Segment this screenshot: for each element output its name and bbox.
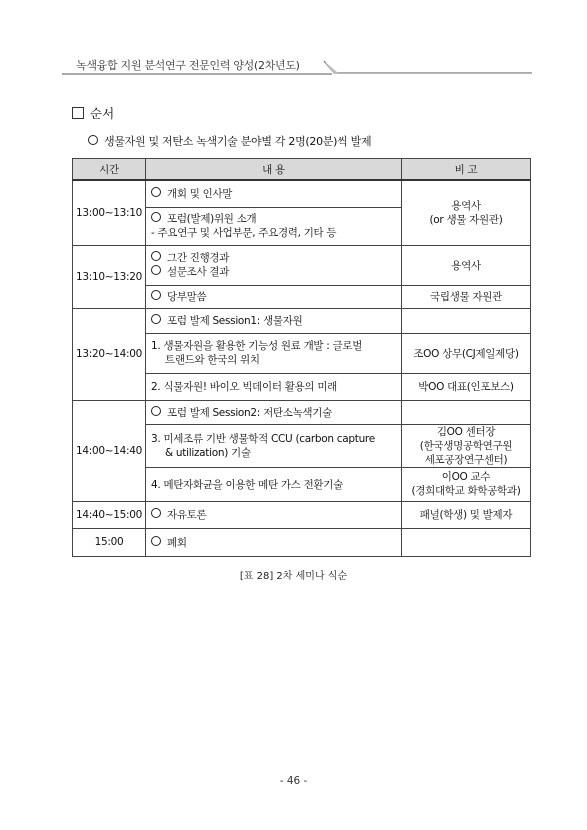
circle-bullet-icon [151,187,161,197]
note-text: (경희대학교 화학공학과) [411,485,521,497]
section-title [72,104,114,122]
note-cell: 국립생물 자원관 [402,285,531,308]
header-title: 녹색융합 지원 분석연구 전문인력 양성(2차년도) [76,59,300,72]
item-text: 3. 미세조류 기반 생물학적 CCU (carbon capture [151,432,375,445]
note-text: 용역사 [451,199,481,212]
header-note: 비 고 [402,159,531,181]
schedule-table [72,158,531,557]
content-cell [146,333,402,373]
header-content: 내 용 [146,159,402,181]
note-text: 이OO 교수 [441,471,491,483]
content-cell [146,424,402,467]
item-text: 개회 및 인사말 [167,188,233,201]
table-caption: [표 28] 2차 세미나 식순 [239,571,348,582]
content-cell [146,400,402,424]
table-row [73,501,531,528]
content-cell [146,180,402,207]
time-cell: 13:00~13:10 [73,180,146,245]
item-text: 폐회 [167,536,187,549]
header-time: 시간 [73,159,146,181]
note-cell [402,424,531,467]
circle-bullet-icon [151,251,161,261]
table-row [73,400,531,424]
circle-bullet-icon [151,212,161,222]
time-cell: 14:00~14:40 [73,400,146,501]
intro-text: 생물자원 및 저탄소 녹색기술 분야별 각 2명(20분)씩 발제 [104,135,372,148]
note-cell: 패널(학생) 및 발제자 [402,501,531,528]
time-cell: 14:40~15:00 [73,501,146,528]
time-cell: 13:20~14:00 [73,308,146,400]
note-text: (한국생명공학연구원 [419,439,513,452]
note-cell [402,308,531,333]
item-text: 포럼 발제 Session1: 생물자원 [167,315,303,327]
circle-bullet-icon [151,290,161,300]
circle-bullet-icon [151,314,161,324]
note-text: 세포공장연구센터) [424,453,508,466]
item-sub-text: - 주요연구 및 사업부문, 주요경력, 기타 등 [151,227,337,239]
intro-line [88,133,371,149]
item-text: 트랜드와 한국의 위치 [165,354,260,366]
content-cell [146,501,402,528]
item-text: 자유토론 [167,509,207,521]
page-header [62,53,532,75]
note-cell [402,180,531,245]
checkbox-square-icon [72,107,84,119]
item-text: 그간 진행경과 [167,252,230,264]
section-title-text: 순서 [90,106,115,121]
time-cell: 13:10~13:20 [73,245,146,308]
note-cell [402,528,531,556]
table-row [73,180,531,207]
note-cell: 박OO 대표(인포보스) [402,373,531,400]
item-text: 포럼(발제)위원 소개 [167,213,257,225]
content-cell [146,308,402,333]
circle-bullet-icon [151,406,161,416]
note-cell [402,467,531,501]
item-text: 1. 생물자원을 활용한 기능성 원료 개발 : 글로벌 [151,340,363,352]
item-text: & utilization) 기술 [165,446,251,459]
circle-bullet-icon [88,135,98,145]
content-cell: 2. 식물자원! 바이오 빅데이터 활용의 미래 [146,373,402,400]
note-cell [402,400,531,424]
content-cell [146,285,402,308]
table-header-row [73,159,531,181]
note-cell: 용역사 [402,245,531,285]
time-cell: 15:00 [73,528,146,556]
content-cell: 4. 메탄자화균을 이용한 메탄 가스 전환기술 [146,467,402,501]
content-cell [146,207,402,245]
note-text: 김OO 센터장 [436,425,496,438]
circle-bullet-icon [151,265,161,275]
circle-bullet-icon [151,536,161,546]
circle-bullet-icon [151,508,161,518]
content-cell [146,245,402,285]
content-cell [146,528,402,556]
page-number: - 46 - [279,775,308,787]
table-row [73,528,531,556]
note-text: (or 생물 자원관) [429,213,503,226]
item-text: 설문조사 결과 [167,266,230,278]
item-text: 포럼 발제 Session2: 저탄소녹색기술 [167,406,332,419]
table-row [73,245,531,285]
item-text: 당부말씀 [167,291,207,303]
note-cell: 조OO 상무(CJ제일제당) [402,333,531,373]
table-row [73,308,531,333]
